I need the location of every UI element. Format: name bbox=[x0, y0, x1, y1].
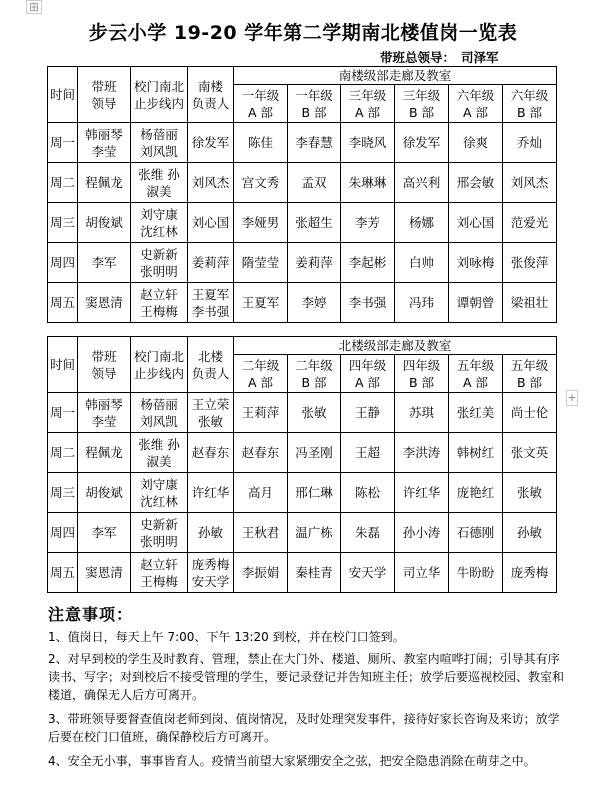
gate-cell: 刘守康 沈红林 bbox=[131, 473, 188, 513]
header-lead: 带班 领导 bbox=[78, 67, 131, 123]
duty-cell: 李起彬 bbox=[341, 243, 395, 283]
resp-cell: 庞秀梅 安天学 bbox=[188, 553, 234, 593]
header-col: 六年级 B 部 bbox=[503, 85, 557, 123]
header-col: 二年级 A 部 bbox=[234, 355, 288, 393]
lead-cell: 韩丽琴 李莹 bbox=[78, 123, 131, 163]
table-row bbox=[48, 243, 557, 283]
note-item: 2、对早到校的学生及时教育、管理，禁止在大门外、楼道、厕所、教室内喧哗打闹；引导其有序读书、写字；对到校后不接受管理的学生，要记录登记并告知班主任；放学后要巡视校园、教室和楼道，确保无人后方可离开。 bbox=[48, 652, 565, 702]
duty-cell: 王莉萍 bbox=[234, 393, 288, 433]
day-cell: 周二 bbox=[48, 163, 78, 203]
lead-cell: 窦恩清 bbox=[78, 553, 131, 593]
gate-cell: 史新新 张明明 bbox=[131, 243, 188, 283]
duty-cell: 刘心国 bbox=[449, 203, 503, 243]
duty-cell: 高兴利 bbox=[395, 163, 449, 203]
header-time: 时间 bbox=[48, 67, 78, 123]
duty-cell: 王超 bbox=[341, 433, 395, 473]
duty-cell: 韩树红 bbox=[449, 433, 503, 473]
duty-cell: 李晓风 bbox=[341, 123, 395, 163]
duty-cell: 徐爽 bbox=[449, 123, 503, 163]
header-resp: 南楼 负责人 bbox=[188, 67, 234, 123]
duty-cell: 王夏军 bbox=[234, 283, 288, 323]
duty-cell: 庞艳红 bbox=[449, 473, 503, 513]
duty-cell: 司立华 bbox=[395, 553, 449, 593]
day-cell: 周四 bbox=[48, 513, 78, 553]
leader-name: 司泽军 bbox=[461, 50, 499, 65]
duty-cell: 安天学 bbox=[341, 553, 395, 593]
note-item: 1、值岗日，每天上午 7:00、下午 13:20 到校，并在校门口签到。 bbox=[48, 630, 405, 644]
resp-cell: 王夏军 李书强 bbox=[188, 283, 234, 323]
note-item: 3、带班领导要督查值岗老师到岗、值岗情况，及时处理突发事件，接待好家长咨询及来访；放学后要在校门口值班，确保静校后方可离开。 bbox=[48, 712, 560, 744]
north-duty-table bbox=[47, 336, 557, 593]
table-row bbox=[48, 393, 557, 433]
day-cell: 周二 bbox=[48, 433, 78, 473]
day-cell: 周四 bbox=[48, 243, 78, 283]
gate-cell: 史新新 张明明 bbox=[131, 513, 188, 553]
duty-cell: 王静 bbox=[341, 393, 395, 433]
duty-cell: 刘风杰 bbox=[503, 163, 557, 203]
gate-cell: 张维 孙 淑美 bbox=[131, 433, 188, 473]
lead-cell: 窦恩清 bbox=[78, 283, 131, 323]
duty-cell: 冯玮 bbox=[395, 283, 449, 323]
header-group: 南楼级部走廊及教室 bbox=[234, 67, 557, 85]
notes-title: 注意事项： bbox=[48, 605, 134, 624]
resp-cell: 赵春东 bbox=[188, 433, 234, 473]
duty-cell: 李振娟 bbox=[234, 553, 288, 593]
duty-cell: 张敏 bbox=[288, 393, 341, 433]
south-duty-table bbox=[47, 66, 557, 323]
header-resp: 北楼 负责人 bbox=[188, 337, 234, 393]
resp-cell: 刘心国 bbox=[188, 203, 234, 243]
lead-cell: 李军 bbox=[78, 513, 131, 553]
leader-label: 带班总领导： bbox=[380, 50, 456, 65]
duty-cell: 许红华 bbox=[395, 473, 449, 513]
gate-cell: 赵立轩 王梅梅 bbox=[131, 553, 188, 593]
note-item: 4、安全无小事，事事皆育人。疫情当前望大家紧绷安全之弦，把安全隐患消除在萌芽之中。 bbox=[48, 754, 536, 768]
duty-cell: 杨娜 bbox=[395, 203, 449, 243]
duty-cell: 梁祖壮 bbox=[503, 283, 557, 323]
header-group: 北楼级部走廊及教室 bbox=[234, 337, 557, 355]
resp-cell: 孙敏 bbox=[188, 513, 234, 553]
duty-cell: 陈松 bbox=[341, 473, 395, 513]
lead-cell: 胡俊斌 bbox=[78, 473, 131, 513]
gate-cell: 张维 孙 淑美 bbox=[131, 163, 188, 203]
duty-cell: 孟双 bbox=[288, 163, 341, 203]
duty-cell: 牛盼盼 bbox=[449, 553, 503, 593]
corner-marker: ⊞ bbox=[26, 0, 42, 14]
header-col: 四年级 B 部 bbox=[395, 355, 449, 393]
header-lead: 带班 领导 bbox=[78, 337, 131, 393]
table-row bbox=[48, 513, 557, 553]
duty-cell: 隋莹莹 bbox=[234, 243, 288, 283]
leader-line bbox=[380, 48, 499, 66]
header-time: 时间 bbox=[48, 337, 78, 393]
duty-cell: 徐发军 bbox=[395, 123, 449, 163]
table-row bbox=[48, 123, 557, 163]
duty-cell: 邢仁琳 bbox=[288, 473, 341, 513]
header-col: 四年级 A 部 bbox=[341, 355, 395, 393]
duty-cell: 谭朝曾 bbox=[449, 283, 503, 323]
day-cell: 周一 bbox=[48, 123, 78, 163]
day-cell: 周一 bbox=[48, 393, 78, 433]
duty-cell: 高月 bbox=[234, 473, 288, 513]
table-row bbox=[48, 163, 557, 203]
day-cell: 周三 bbox=[48, 473, 78, 513]
gate-cell: 刘守康 沈红林 bbox=[131, 203, 188, 243]
header-col: 六年级 A 部 bbox=[449, 85, 503, 123]
duty-cell: 李书强 bbox=[341, 283, 395, 323]
header-col: 二年级 B 部 bbox=[288, 355, 341, 393]
resp-cell: 王立荣 张敏 bbox=[188, 393, 234, 433]
table-row bbox=[48, 473, 557, 513]
duty-cell: 朱琳琳 bbox=[341, 163, 395, 203]
header-gate: 校门南北 止步线内 bbox=[131, 337, 188, 393]
duty-cell: 王秋君 bbox=[234, 513, 288, 553]
header-col: 一年级 B 部 bbox=[288, 85, 341, 123]
table-row bbox=[48, 433, 557, 473]
duty-cell: 陈佳 bbox=[234, 123, 288, 163]
duty-cell: 李婷 bbox=[288, 283, 341, 323]
duty-cell: 范爱光 bbox=[503, 203, 557, 243]
duty-cell: 庞秀梅 bbox=[503, 553, 557, 593]
header-col: 一年级 A 部 bbox=[234, 85, 288, 123]
duty-cell: 苏琪 bbox=[395, 393, 449, 433]
day-cell: 周三 bbox=[48, 203, 78, 243]
duty-cell: 孙小涛 bbox=[395, 513, 449, 553]
header-gate: 校门南北 止步线内 bbox=[131, 67, 188, 123]
duty-cell: 赵春东 bbox=[234, 433, 288, 473]
page-title: 步云小学 19-20 学年第二学期南北楼值岗一览表 bbox=[88, 22, 518, 44]
add-row-handle[interactable]: + bbox=[567, 391, 577, 404]
gate-cell: 赵立轩 王梅梅 bbox=[131, 283, 188, 323]
lead-cell: 程佩龙 bbox=[78, 163, 131, 203]
lead-cell: 李军 bbox=[78, 243, 131, 283]
duty-cell: 冯圣刚 bbox=[288, 433, 341, 473]
duty-cell: 李娅男 bbox=[234, 203, 288, 243]
gate-cell: 杨蓓丽 刘风凯 bbox=[131, 123, 188, 163]
duty-cell: 孙敏 bbox=[503, 513, 557, 553]
duty-cell: 温广栋 bbox=[288, 513, 341, 553]
resp-cell: 姜莉萍 bbox=[188, 243, 234, 283]
duty-cell: 尚士伦 bbox=[503, 393, 557, 433]
duty-cell: 张俊萍 bbox=[503, 243, 557, 283]
header-col: 五年级 A 部 bbox=[449, 355, 503, 393]
duty-cell: 宫文秀 bbox=[234, 163, 288, 203]
duty-cell: 邢会敏 bbox=[449, 163, 503, 203]
resp-cell: 徐发军 bbox=[188, 123, 234, 163]
duty-cell: 刘咏梅 bbox=[449, 243, 503, 283]
gate-cell: 杨蓓丽 刘风凯 bbox=[131, 393, 188, 433]
duty-cell: 李洪涛 bbox=[395, 433, 449, 473]
duty-cell: 秦桂青 bbox=[288, 553, 341, 593]
day-cell: 周五 bbox=[48, 553, 78, 593]
resp-cell: 许红华 bbox=[188, 473, 234, 513]
lead-cell: 程佩龙 bbox=[78, 433, 131, 473]
duty-cell: 姜莉萍 bbox=[288, 243, 341, 283]
duty-cell: 石德刚 bbox=[449, 513, 503, 553]
table-row bbox=[48, 553, 557, 593]
lead-cell: 胡俊斌 bbox=[78, 203, 131, 243]
table-row bbox=[48, 283, 557, 323]
duty-cell: 李芳 bbox=[341, 203, 395, 243]
header-col: 三年级 B 部 bbox=[395, 85, 449, 123]
duty-cell: 乔灿 bbox=[503, 123, 557, 163]
lead-cell: 韩丽琴 李莹 bbox=[78, 393, 131, 433]
header-col: 五年级 B 部 bbox=[503, 355, 557, 393]
duty-cell: 张敏 bbox=[503, 473, 557, 513]
duty-cell: 白帅 bbox=[395, 243, 449, 283]
duty-cell: 张超生 bbox=[288, 203, 341, 243]
duty-cell: 李春慧 bbox=[288, 123, 341, 163]
table-row bbox=[48, 203, 557, 243]
duty-cell: 张红美 bbox=[449, 393, 503, 433]
header-col: 三年级 A 部 bbox=[341, 85, 395, 123]
resp-cell: 刘风杰 bbox=[188, 163, 234, 203]
duty-cell: 张文英 bbox=[503, 433, 557, 473]
duty-cell: 朱磊 bbox=[341, 513, 395, 553]
day-cell: 周五 bbox=[48, 283, 78, 323]
